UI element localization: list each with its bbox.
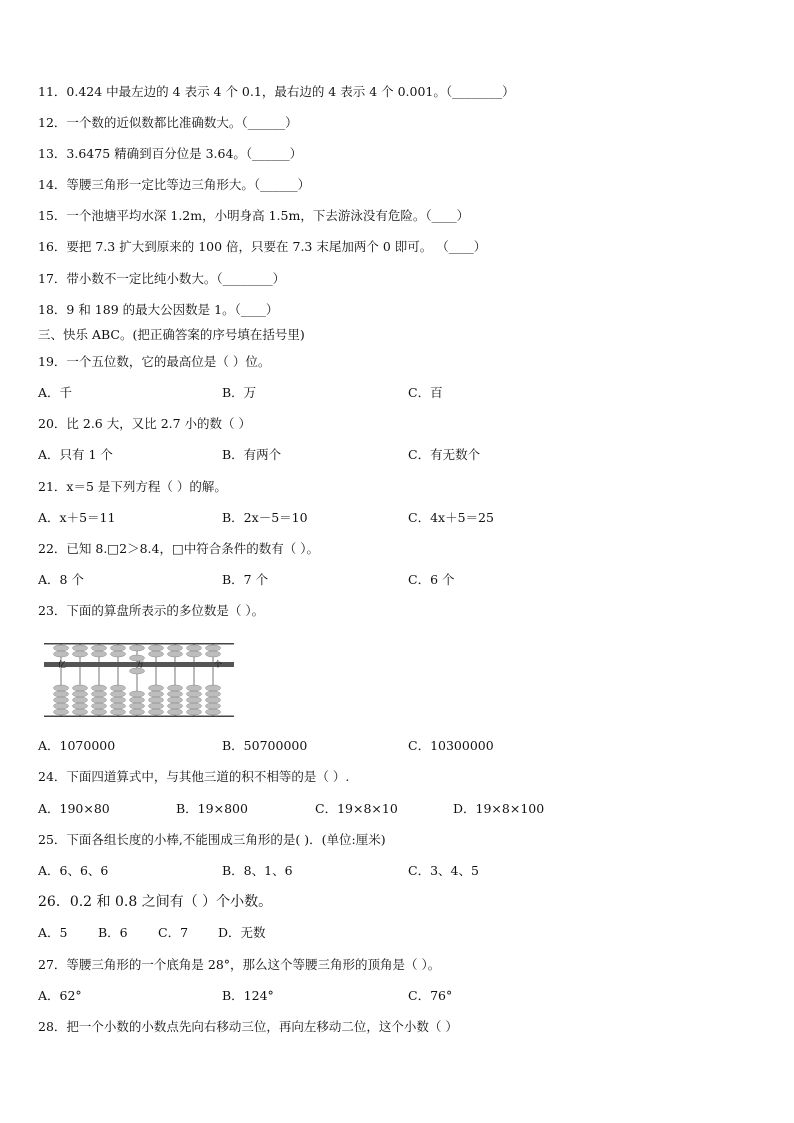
abacus-bead [73, 645, 88, 651]
abacus-bead [168, 645, 183, 651]
q25-option-a: A．6、6、6 [38, 863, 109, 878]
abacus-figure [44, 640, 234, 720]
abacus-bead [54, 651, 69, 657]
abacus-bead [206, 703, 221, 709]
question-21: 21．x＝5 是下列方程（ ）的解。 [38, 479, 227, 494]
abacus-bead [111, 691, 126, 697]
q21-option-b: B．2x－5＝10 [222, 510, 308, 525]
abacus-bead [187, 691, 202, 697]
q24-option-a: A．190×80 [38, 801, 110, 816]
abacus-bead [73, 685, 88, 691]
question-14: 14．等腰三角形一定比等边三角形大。（______） [38, 177, 311, 192]
abacus-bead [149, 651, 164, 657]
question-13: 13．3.6475 精确到百分位是 3.64。（______） [38, 146, 303, 161]
abacus-label-ge: 个 [214, 660, 222, 669]
q20-option-b: B．有两个 [222, 447, 282, 462]
abacus-bead [111, 697, 126, 703]
q19-option-b: B．万 [222, 385, 257, 400]
abacus-bead [168, 703, 183, 709]
abacus-bead [168, 709, 183, 715]
q21-option-c: C．4x＋5＝25 [408, 510, 494, 525]
q20-option-a: A．只有 1 个 [38, 447, 113, 462]
abacus-bead [54, 685, 69, 691]
question-22: 22．已知 8.□2＞8.4，□中符合条件的数有（ ）。 [38, 541, 319, 556]
q22-option-a: A．8 个 [38, 572, 84, 587]
abacus-bead [187, 697, 202, 703]
question-24: 24．下面四道算式中，与其他三道的积不相等的是（ ）. [38, 769, 350, 784]
abacus-rods [54, 644, 221, 716]
q19-option-c: C．百 [408, 385, 443, 400]
abacus-bead [54, 645, 69, 651]
abacus-bead [206, 651, 221, 657]
q24-option-b: B．19×800 [176, 801, 248, 816]
abacus-bead [130, 645, 145, 651]
abacus-bead [168, 697, 183, 703]
abacus-bead [73, 703, 88, 709]
abacus-bead [149, 703, 164, 709]
abacus-bead [187, 651, 202, 657]
abacus-bead [111, 703, 126, 709]
abacus-bead [92, 709, 107, 715]
abacus-bottom-frame [44, 716, 234, 718]
abacus-bead [130, 709, 145, 715]
abacus-bead [168, 691, 183, 697]
abacus-bead [73, 697, 88, 703]
q24-option-c: C．19×8×10 [315, 801, 398, 816]
q23-option-b: B．50700000 [222, 738, 308, 753]
question-25: 25．下面各组长度的小棒,不能围成三角形的是( )．(单位:厘米) [38, 832, 386, 847]
abacus-bead [206, 685, 221, 691]
abacus-bead [187, 703, 202, 709]
abacus-bead [92, 703, 107, 709]
q26-option-a: A．5 [38, 925, 68, 940]
question-23: 23．下面的算盘所表示的多位数是（ ）。 [38, 603, 265, 618]
abacus-bead [206, 645, 221, 651]
abacus-bead [130, 703, 145, 709]
abacus-bead [130, 697, 145, 703]
section-3-heading: 三、快乐 ABC。(把正确答案的序号填在括号里) [38, 327, 305, 342]
abacus-bead [149, 709, 164, 715]
abacus-bead [54, 697, 69, 703]
abacus-bead [149, 685, 164, 691]
abacus-bead [111, 709, 126, 715]
question-28: 28．把一个小数的小数点先向右移动三位，再向左移动二位，这个小数（ ） [38, 1019, 458, 1034]
q22-option-b: B．7 个 [222, 572, 269, 587]
q21-option-a: A．x＋5＝11 [38, 510, 116, 525]
question-20: 20．比 2.6 大，又比 2.7 小的数（ ） [38, 416, 252, 431]
abacus-bead [111, 645, 126, 651]
abacus-bead [149, 645, 164, 651]
abacus-label-wan: 万 [136, 660, 144, 669]
q22-option-c: C．6 个 [408, 572, 455, 587]
abacus-bead [130, 691, 145, 697]
abacus-bead [92, 691, 107, 697]
question-17: 17．带小数不一定比纯小数大。（________） [38, 271, 286, 286]
question-15: 15．一个池塘平均水深 1.2m，小明身高 1.5m，下去游泳没有危险。（____） [38, 208, 470, 223]
abacus-bead [73, 651, 88, 657]
abacus-bead [187, 645, 202, 651]
q23-option-c: C．10300000 [408, 738, 494, 753]
abacus-bead [92, 697, 107, 703]
abacus-bead [206, 697, 221, 703]
abacus-bead [92, 645, 107, 651]
abacus-bead [54, 703, 69, 709]
abacus-bead [54, 709, 69, 715]
abacus-bead [73, 691, 88, 697]
question-11: 11．0.424 中最左边的 4 表示 4 个 0.1，最右边的 4 表示 4 个 0.001。（________） [38, 84, 515, 99]
abacus-bead [54, 691, 69, 697]
q26-option-c: C．7 [158, 925, 189, 940]
abacus-bead [92, 651, 107, 657]
question-18: 18．9 和 189 的最大公因数是 1。（____） [38, 302, 279, 317]
q27-option-a: A．62° [38, 988, 82, 1003]
q23-option-a: A．1070000 [38, 738, 116, 753]
abacus-label-yi: 亿 [58, 660, 66, 669]
abacus-top-frame [44, 643, 234, 645]
abacus-bead [149, 697, 164, 703]
abacus-bead [111, 651, 126, 657]
abacus-bead [92, 685, 107, 691]
q26-option-d: D．无数 [218, 925, 266, 940]
question-27: 27．等腰三角形的一个底角是 28°，那么这个等腰三角形的顶角是（ ）。 [38, 957, 441, 972]
q26-option-b: B．6 [98, 925, 128, 940]
abacus-bead [73, 709, 88, 715]
question-26: 26．0.2 和 0.8 之间有（ ）个小数。 [38, 894, 273, 910]
q27-option-c: C．76° [408, 988, 453, 1003]
abacus-bead [168, 685, 183, 691]
q25-option-b: B．8、1、6 [222, 863, 293, 878]
abacus-bead [149, 691, 164, 697]
question-16: 16．要把 7.3 扩大到原来的 100 倍，只要在 7.3 末尾加两个 0 即可。 （____） [38, 239, 487, 254]
question-19: 19．一个五位数，它的最高位是（ ）位。 [38, 354, 271, 369]
question-12: 12．一个数的近似数都比准确数大。（______） [38, 115, 298, 130]
abacus-bead [187, 685, 202, 691]
q24-option-d: D．19×8×100 [453, 801, 545, 816]
q19-option-a: A．千 [38, 385, 73, 400]
q25-option-c: C．3、4、5 [408, 863, 479, 878]
q20-option-c: C．有无数个 [408, 447, 481, 462]
abacus-bead [111, 685, 126, 691]
abacus-bead [187, 709, 202, 715]
abacus-bead [168, 651, 183, 657]
abacus-bead [206, 709, 221, 715]
q27-option-b: B．124° [222, 988, 274, 1003]
abacus-bead [206, 691, 221, 697]
